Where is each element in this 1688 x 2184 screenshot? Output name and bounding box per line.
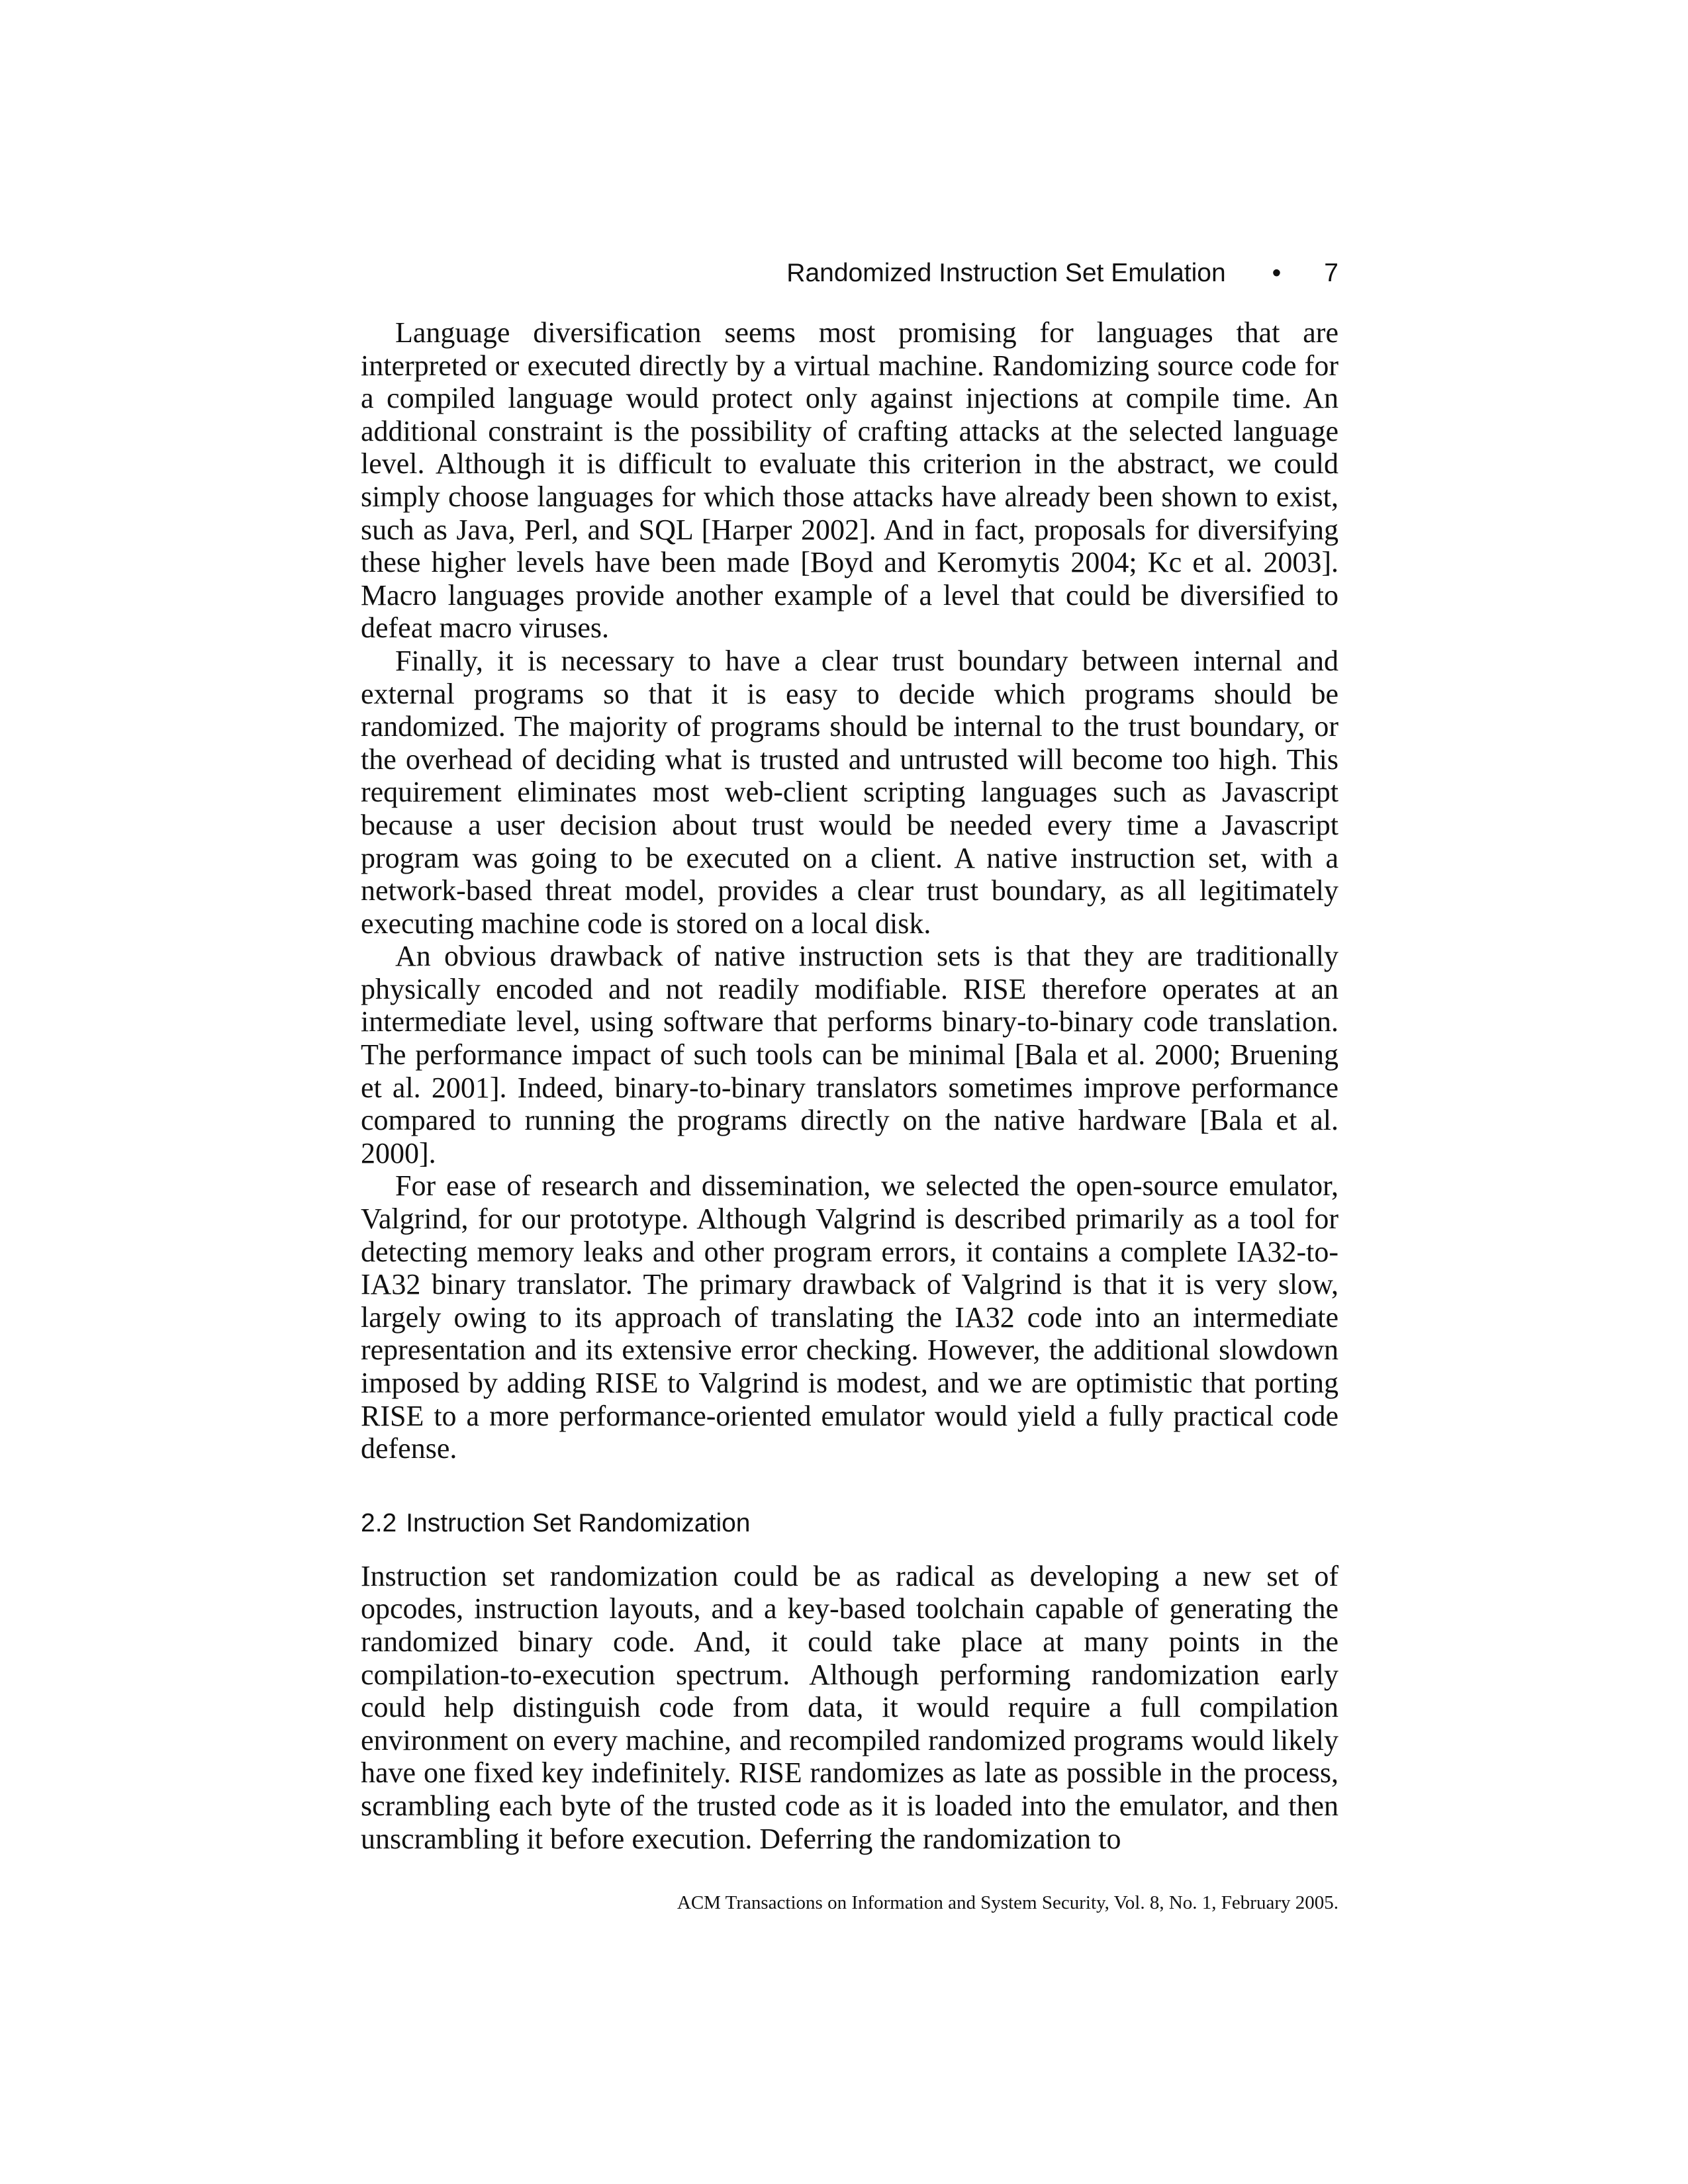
section-heading <box>361 1507 1338 1540</box>
paragraph-instruction-set-randomization: Instruction set randomization could be as radical as developing a new set of opcodes, instruction layouts, and a key-based toolchain capable of generating the randomized binary code. And, it could take place at many points in the compilation-to-execution spectrum. Although performing randomization early could help distinguish code from data, it would require a full compilation environment on every machine, and recompiled randomized programs would likely have one fixed key indefinitely. RISE randomizes as late as possible in the process, scrambling each byte of the trusted code as it is loaded into the emulator, and then unscrambling it before execution. Deferring the randomization to <box>361 1559 1338 1855</box>
running-header <box>361 253 1338 293</box>
paragraph-trust-boundary: Finally, it is necessary to have a clear trust boundary between internal and external programs so that it is easy to decide which programs should be randomized. The majority of programs should be internal to the trust boundary, or the overhead of deciding what is trusted and untrusted will become too high. This requirement eliminates most web-client scripting languages such as Javascript because a user decision about trust would be needed every time a Javascript program was going to be executed on a client. A native instruction set, with a network-based threat model, provides a clear trust boundary, as all legitimately executing machine code is stored on a local disk. <box>361 644 1338 940</box>
section-number: 2.2 <box>361 1508 397 1537</box>
paragraph-valgrind: For ease of research and dissemination, we selected the open-source emulator, Valgrind, for our prototype. Although Valgrind is described primarily as a tool for detecting memory leaks and other program errors, it contains a complete IA32-to-IA32 binary translator. The primary drawback of Valgrind is that it is very slow, largely owing to its approach of translating the IA32 code into an intermediate representation and its extensive error checking. However, the additional slowdown imposed by adding RISE to Valgrind is modest, and we are optimistic that porting RISE to a more performance-oriented emulator would yield a fully practical code defense. <box>361 1169 1338 1465</box>
running-title: Randomized Instruction Set Emulation <box>786 259 1226 287</box>
journal-footer: ACM Transactions on Information and System Security, Vol. 8, No. 1, February 2005. <box>677 1892 1338 1913</box>
body-text <box>361 316 1338 1855</box>
header-separator: • <box>1272 259 1282 287</box>
paragraph-native-instruction-sets: An obvious drawback of native instruction sets is that they are traditionally physically encoded and not readily modifiable. RISE therefore operates at an intermediate level, using software that performs binary-to-binary code translation. The performance impact of such tools can be minimal [Bala et al. 2000; Bruening et al. 2001]. Indeed, binary-to-binary translators sometimes improve performance compared to running the programs directly on the native hardware [Bala et al. 2000]. <box>361 940 1338 1169</box>
page-number: 7 <box>1324 259 1338 287</box>
section-title: Instruction Set Randomization <box>406 1508 751 1537</box>
paragraph-language-diversification: Language diversification seems most promising for languages that are interpreted or executed directly by a virtual machine. Randomizing source code for a compiled language would protect only against injections at compile time. An additional constraint is the possibility of crafting attacks at the selected language level. Although it is difficult to evaluate this criterion in the abstract, we could simply choose languages for which those attacks have already been shown to exist, such as Java, Perl, and SQL [Harper 2002]. And in fact, proposals for diversifying these higher levels have been made [Boyd and Keromytis 2004; Kc et al. 2003]. Macro languages provide another example of a level that could be diversified to defeat macro viruses. <box>361 316 1338 645</box>
